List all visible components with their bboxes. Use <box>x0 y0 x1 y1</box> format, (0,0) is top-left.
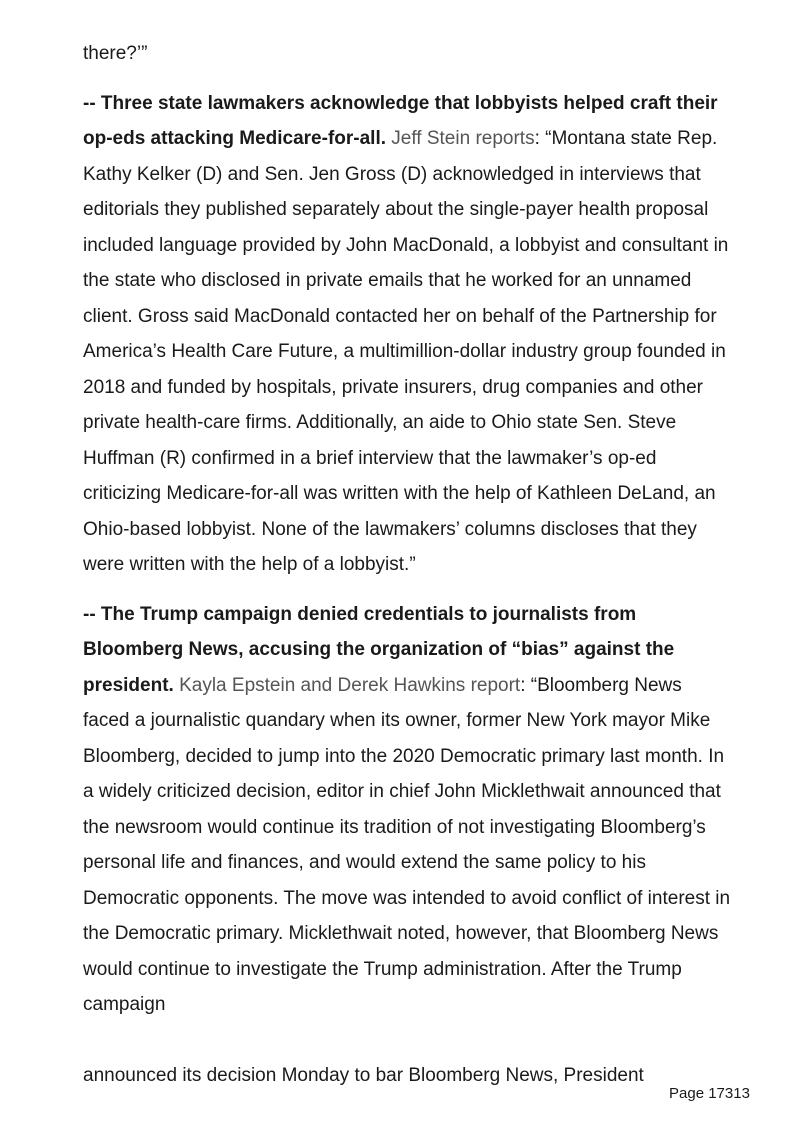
cutoff-text: announced its decision Monday to bar Bloomberg News, President <box>83 1065 644 1086</box>
article-paragraph <box>83 86 733 583</box>
article-source-link[interactable]: Jeff Stein reports <box>391 128 535 149</box>
article-body: : “Bloomberg News faced a journalistic quandary when its owner, former New York mayor Mike Bloomberg, decided to jump into the 2020 Democratic primary last month. In a widely criticized decision, editor in chief John Micklethwait announced that the newsroom would continue its tradition of not investigating Bloomberg’s personal life and finances, and would extend the same policy to his Democratic opponents. The move was intended to avoid conflict of interest in the Democratic primary. Micklethwait noted, however, that Bloomberg News would continue to investigate the Trump administration. After the Trump campaign <box>83 674 731 1015</box>
article-body: : “Montana state Rep. Kathy Kelker (D) and Sen. Jen Gross (D) acknowledged in interviews that editorials they published separately about the single-payer health proposal included language provided by John MacDonald, a lobbyist and consultant in the state who disclosed in private emails that he worked for an unnamed client. Gross said MacDonald contacted her on behalf of the Partnership for America’s Health Care Future, a multimillion-dollar industry group founded in 2018 and funded by hospitals, private insurers, drug companies and other private health-care firms. Additionally, an aide to Ohio state Sen. Steve Huffman (R) confirmed in a brief interview that the lawmaker’s op-ed criticizing Medicare-for-all was written with the help of Kathleen DeLand, an Ohio-based lobbyist. None of the lawmakers’ columns discloses that they were written with the help of a lobbyist.” <box>83 128 729 575</box>
article-paragraph <box>83 597 733 1023</box>
page-number: Page 17313 <box>669 1085 750 1102</box>
article-headline: -- The Trump campaign denied credentials to journalists from Bloomberg News, accusing the organization of “bias” against the president. <box>83 603 675 696</box>
article-headline: -- Three state lawmakers acknowledge that lobbyists helped craft their op-eds attacking Medicare-for-all. <box>83 92 718 149</box>
cutoff-text-line <box>83 1065 723 1090</box>
document-page <box>83 36 733 1037</box>
opening-fragment: there?’” <box>83 43 148 64</box>
article-source-link[interactable]: Kayla Epstein and Derek Hawkins report <box>179 674 521 696</box>
